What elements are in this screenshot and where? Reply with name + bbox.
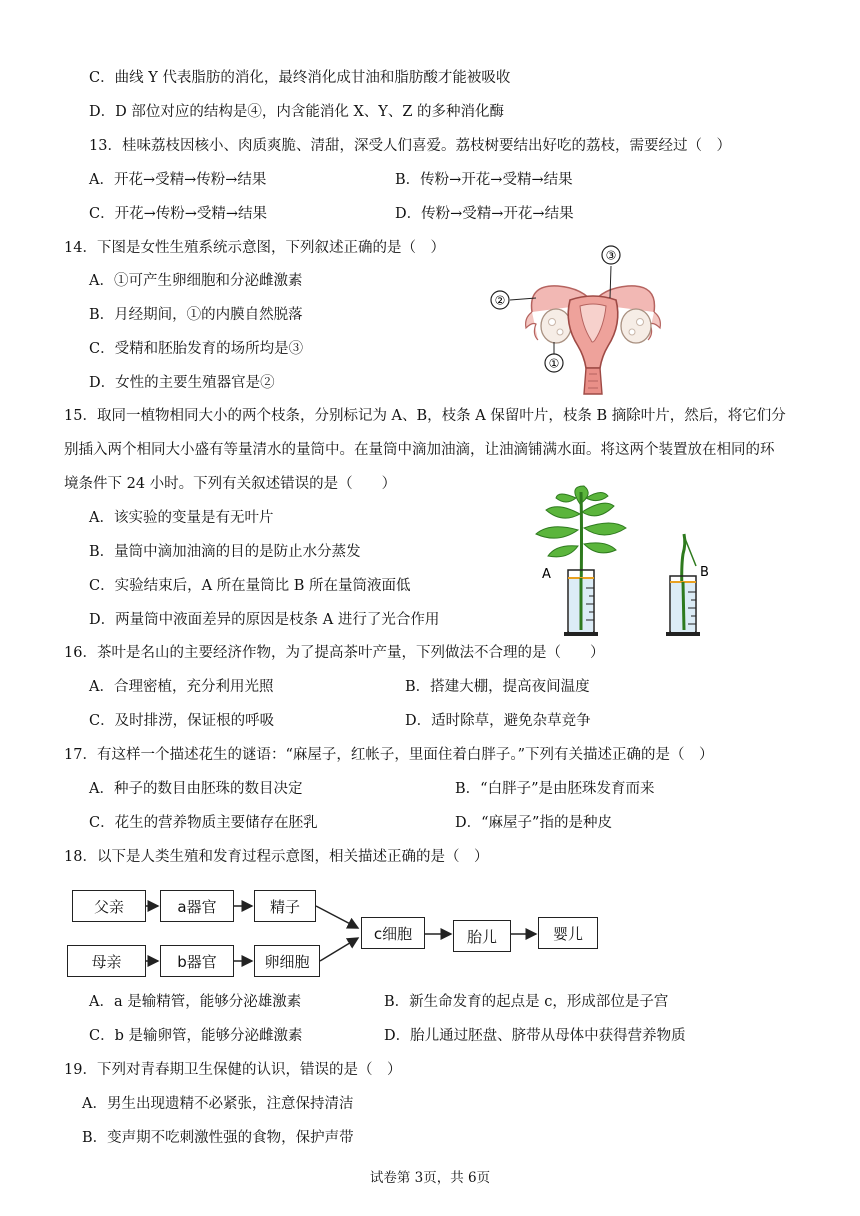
q14-stem: 14．下图是女性生殖系统示意图，下列叙述正确的是（ ） <box>64 240 445 256</box>
page-footer: 试卷第 3页，共 6页 <box>369 1170 491 1186</box>
q12-option-d: D．D 部位对应的结构是④，内含能消化 X、Y、Z 的多种消化酶 <box>89 104 505 120</box>
q16-option-d: D．适时除草，避免杂草竞争 <box>405 713 591 729</box>
q16-option-b: B．搭建大棚，提高夜间温度 <box>405 679 590 695</box>
q17-stem: 17．有这样一个描述花生的谜语：“麻屋子，红帐子，里面住着白胖子。”下列有关描述正确的是（ ） <box>64 747 714 763</box>
q14-option-c: C．受精和胚胎发育的场所均是③ <box>89 341 304 357</box>
q13-option-a: A．开花→受精→传粉→结果 <box>89 172 267 188</box>
box-father: 父亲 <box>72 890 146 922</box>
box-egg: 卵细胞 <box>254 945 320 977</box>
q14-option-b: B．月经期间，①的内膜自然脱落 <box>89 307 303 323</box>
box-organ-b: b器官 <box>160 945 234 977</box>
q15-stem-line3: 境条件下 24 小时。下列有关叙述错误的是（ ） <box>64 476 397 492</box>
q15-stem-line2: 别插入两个相同大小盛有等量清水的量筒中。在量筒中滴加油滴，让油滴铺满水面。将这两个装置放在相同的环 <box>64 442 775 458</box>
box-cell-c: c细胞 <box>361 917 425 949</box>
q13-option-b: B．传粉→开花→受精→结果 <box>395 172 573 188</box>
label-2: ② <box>494 293 506 308</box>
label-1: ① <box>548 356 560 371</box>
box-sperm: 精子 <box>254 890 316 922</box>
q12-option-c: C．曲线 Y 代表脂肪的消化，最终消化成甘油和脂肪酸才能被吸收 <box>89 70 511 86</box>
q18-option-a: A．a 是输精管，能够分泌雄激素 <box>89 994 302 1010</box>
box-mother: 母亲 <box>67 945 146 977</box>
q18-stem: 18．以下是人类生殖和发育过程示意图，相关描述正确的是（ ） <box>64 849 489 865</box>
q13-option-c: C．开花→传粉→受精→结果 <box>89 206 268 222</box>
box-organ-a: a器官 <box>160 890 234 922</box>
q17-option-c: C．花生的营养物质主要储存在胚乳 <box>89 815 318 831</box>
q14-option-d: D．女性的主要生殖器官是② <box>89 375 275 391</box>
q16-option-c: C．及时排涝，保证根的呼吸 <box>89 713 275 729</box>
branch-cylinder-figure <box>528 484 728 640</box>
box-fetus: 胎儿 <box>453 920 511 952</box>
box-baby: 婴儿 <box>538 917 598 949</box>
q15-option-b: B．量筒中滴加油滴的目的是防止水分蒸发 <box>89 544 361 560</box>
q19-option-b: B．变声期不吃刺激性强的食物，保护声带 <box>82 1130 354 1146</box>
q17-option-b: B．“白胖子”是由胚珠发育而来 <box>455 781 655 797</box>
q18-option-c: C．b 是输卵管，能够分泌雌激素 <box>89 1028 303 1044</box>
q15-stem-line1: 15．取同一植物相同大小的两个枝条，分别标记为 A、B，枝条 A 保留叶片，枝条 B 摘除叶片，然后，将它们分 <box>64 408 786 424</box>
label-branch-a: A <box>542 567 551 582</box>
label-branch-b: B <box>700 565 709 580</box>
q16-option-a: A．合理密植，充分利用光照 <box>89 679 274 695</box>
q14-option-a: A．①可产生卵细胞和分泌雌激素 <box>89 273 303 289</box>
q17-option-d: D．“麻屋子”指的是种皮 <box>455 815 612 831</box>
q13-stem: 13．桂味荔枝因核小、肉质爽脆、清甜，深受人们喜爱。荔枝树要结出好吃的荔枝，需要经过（ ） <box>89 138 731 154</box>
q19-stem: 19．下列对青春期卫生保健的认识，错误的是（ ） <box>64 1062 402 1078</box>
q17-option-a: A．种子的数目由胚珠的数目决定 <box>89 781 303 797</box>
q19-option-a: A．男生出现遗精不必紧张，注意保持清洁 <box>82 1096 354 1112</box>
q13-option-d: D．传粉→受精→开花→结果 <box>395 206 574 222</box>
q15-option-d: D．两量筒中液面差异的原因是枝条 A 进行了光合作用 <box>89 612 440 628</box>
label-3: ③ <box>605 248 617 263</box>
q16-stem: 16．茶叶是名山的主要经济作物，为了提高茶叶产量，下列做法不合理的是（ ） <box>64 645 605 661</box>
q18-option-d: D．胎儿通过胚盘、脐带从母体中获得营养物质 <box>384 1028 686 1044</box>
q18-option-b: B．新生命发育的起点是 c，形成部位是子宫 <box>384 994 669 1010</box>
q15-option-a: A．该实验的变量是有无叶片 <box>89 510 274 526</box>
female-reproductive-system-figure <box>488 244 698 400</box>
q15-option-c: C．实验结束后，A 所在量筒比 B 所在量筒液面低 <box>89 578 411 594</box>
